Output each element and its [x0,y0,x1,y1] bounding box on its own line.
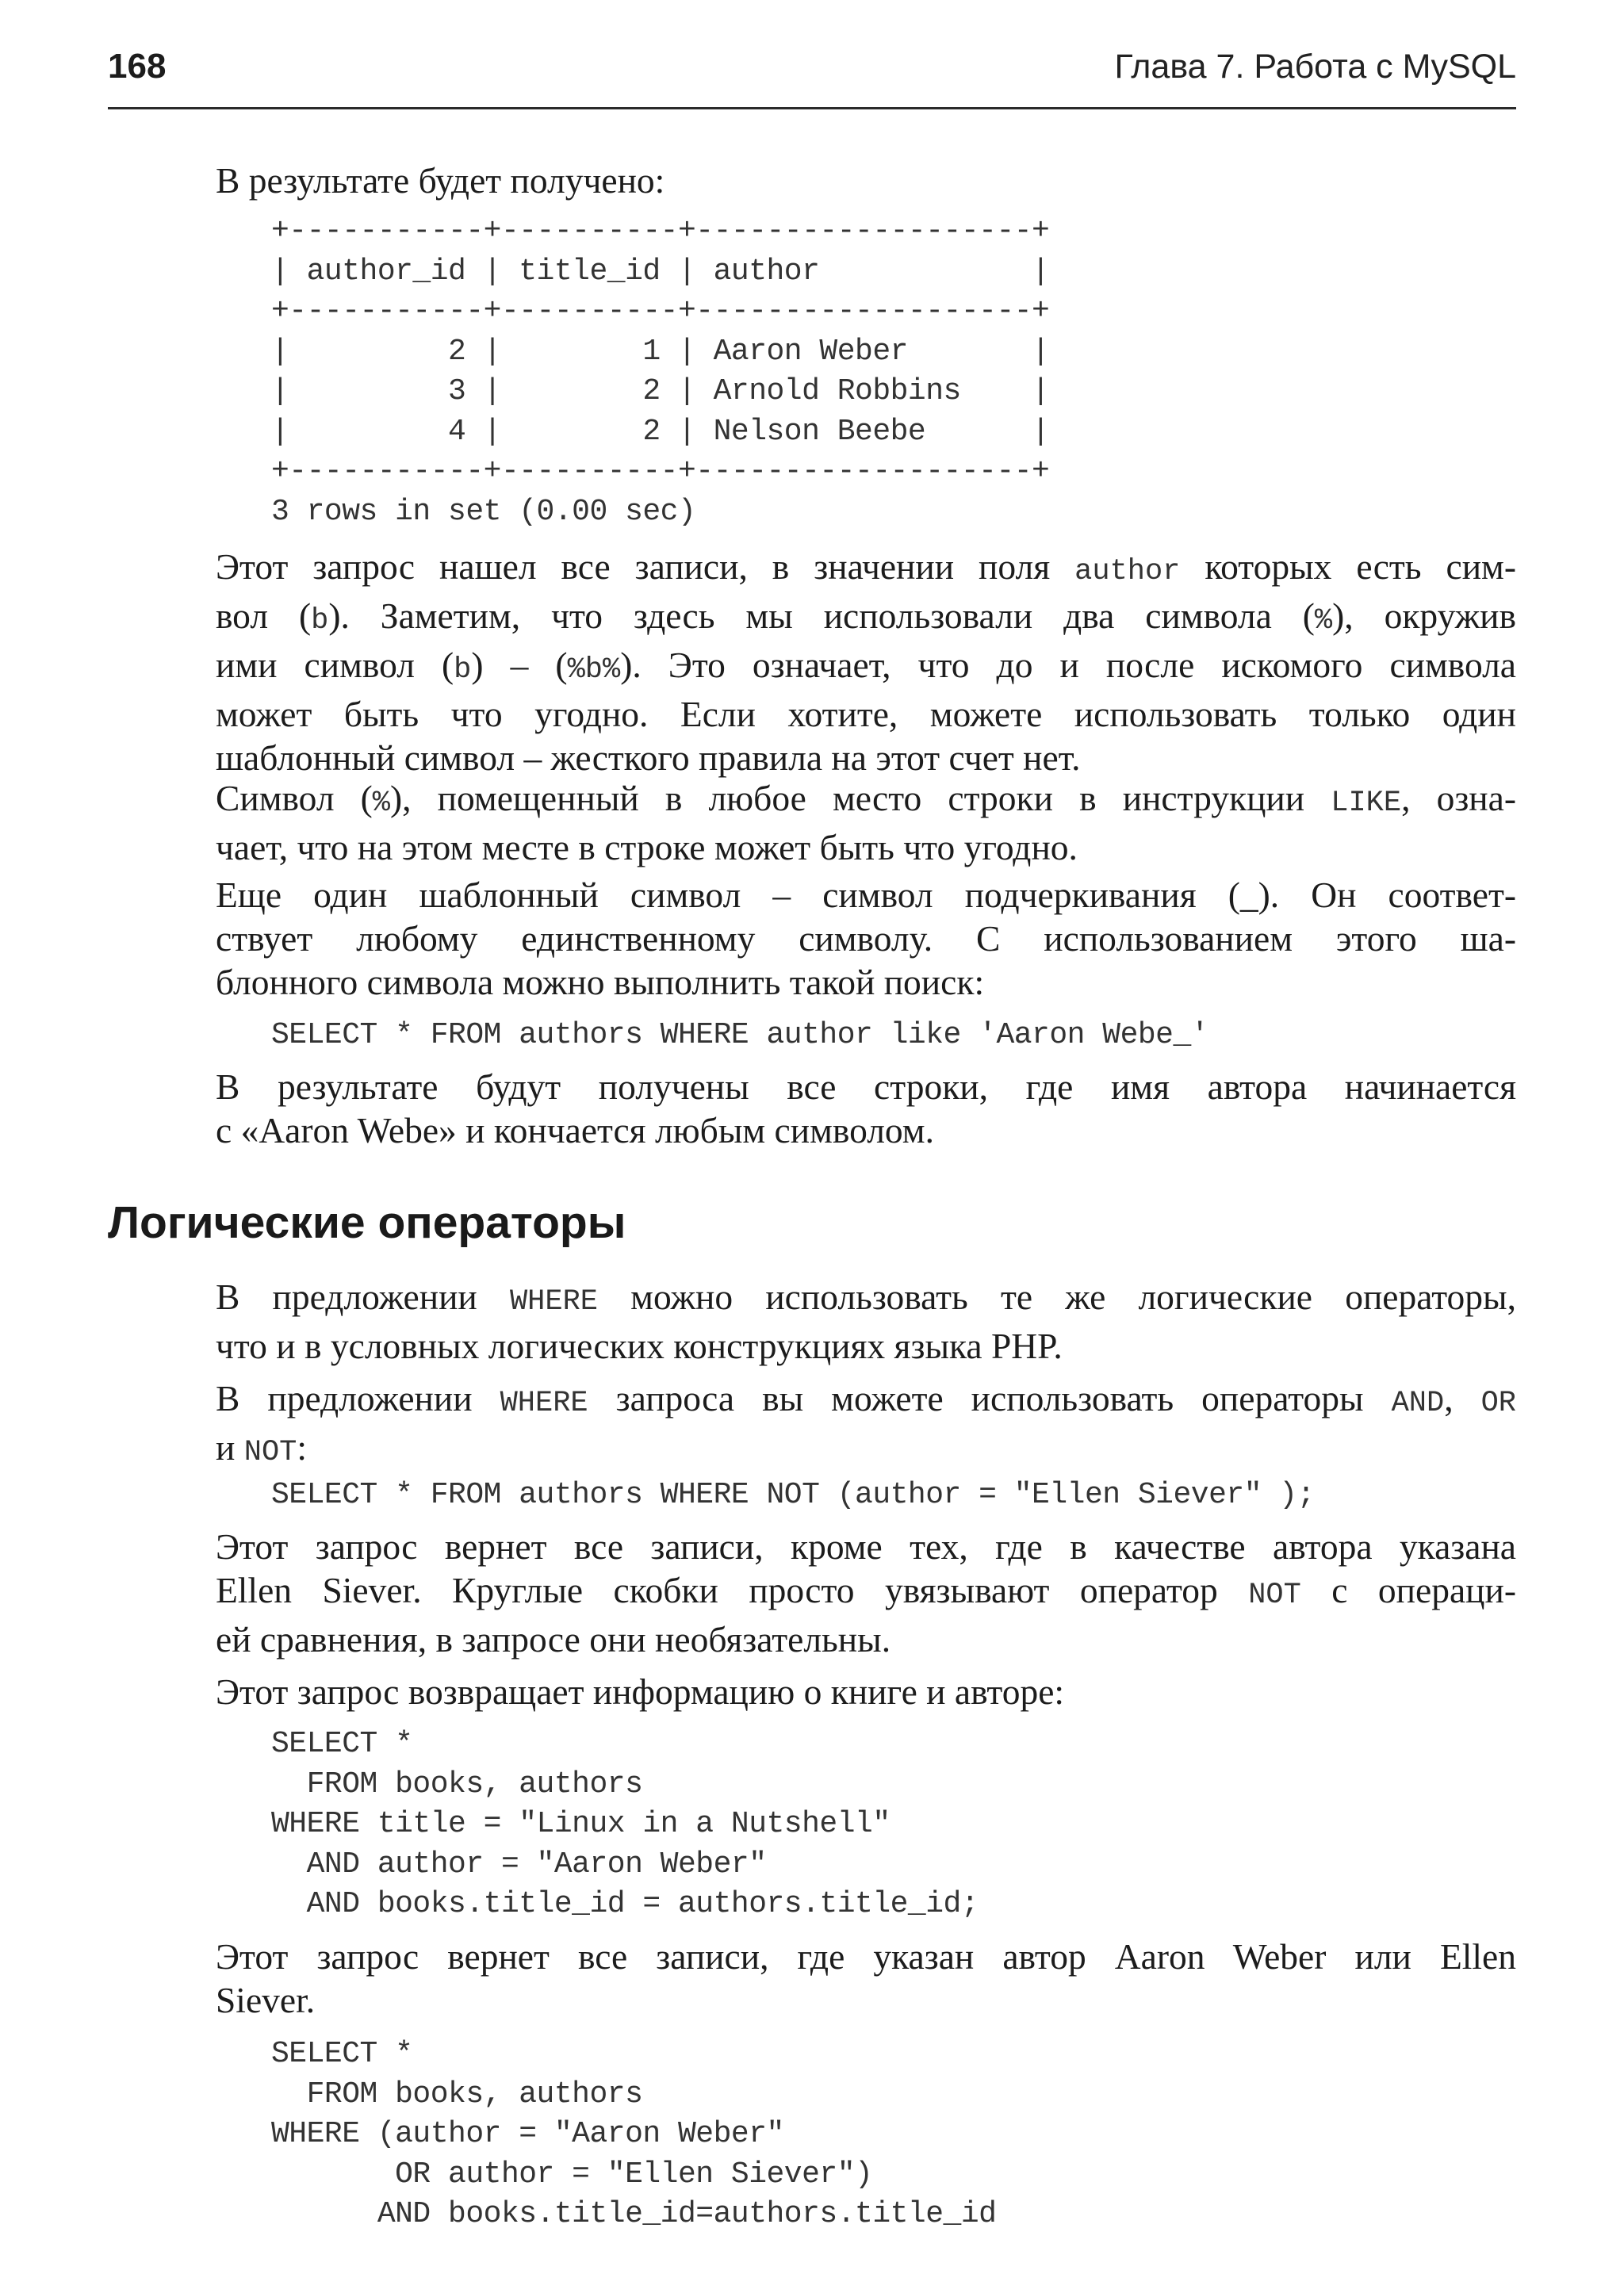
percent-symbol-paragraph [216,776,1516,869]
inline-code: b [454,653,472,687]
text-line: Этот запрос вернет все записи, где указан автор Aaron Weber или Ellen [216,1936,1516,1977]
and-or-not-paragraph [216,1376,1516,1475]
section-heading: Логические операторы [108,1197,626,1248]
text-line: ей сравнения, в запросе они необязательны. [216,1619,891,1660]
text-line: Этот запрос нашел все записи, в значении поля author которых есть сим- [216,546,1517,588]
text-line: блонного символа можно выполнить такой поиск: [216,962,985,1002]
and-query-code: SELECT * FROM books, authors WHERE title = "Linux in a Nutshell" AND author = "Aaron Weber" AND books.title_id = authors.title_id; [271,1727,979,1921]
text-line: чает, что на этом месте в строке может быть что угодно. [216,827,1078,867]
text-line: В предложении WHERE можно использовать те же логические операторы, [216,1277,1516,1319]
text-line: с «Aaron Webe» и кончается любым символом. [216,1110,934,1150]
text-line: Этот запрос вернет все записи, кроме тех, где в качестве автора указана [216,1526,1516,1567]
text-line: вол (b). Заметим, что здесь мы использовали два символа (%), окружив [216,595,1516,637]
like-query-code: SELECT * FROM authors WHERE author like 'Aaron Webe_' [271,1018,1209,1052]
underscore-paragraph [216,873,1516,1004]
text-line: Этот запрос возвращает информацию о книге и авторе: [216,1671,1065,1712]
text-line: Ellen Siever. Круглые скобки просто увязывают оператор NOT с операци- [216,1570,1516,1612]
inline-code: LIKE [1331,787,1402,820]
inline-code: % [1314,604,1333,637]
text-line: Символ (%), помещенный в любое место строки в инструкции LIKE, озна- [216,778,1516,820]
inline-code: author [1074,555,1181,588]
text-line: Еще один шаблонный символ – символ подчеркивания (_). Он соответ- [216,875,1516,915]
where-operators-paragraph [216,1275,1516,1368]
text-line: шаблонный символ – жесткого правила на этот счет нет. [216,737,1081,778]
inline-code: NOT [1248,1579,1301,1612]
inline-code: AND [1391,1387,1445,1420]
book-author-paragraph [216,1670,1516,1713]
inline-code: %b% [567,653,621,687]
page-number: 168 [108,47,167,86]
inline-code: NOT [243,1436,297,1469]
like-result-paragraph [216,1065,1516,1152]
inline-code: OR [1480,1387,1516,1420]
like-explanation-paragraph [216,545,1516,779]
inline-code: WHERE [509,1285,598,1319]
inline-code: % [372,787,391,820]
running-head: Глава 7. Работа с MySQL [1114,48,1516,86]
not-explanation-paragraph [216,1525,1516,1661]
or-query-code: SELECT * FROM books, authors WHERE (author = "Aaron Weber" OR author = "Ellen Siever") AND books.title_id=authors.title_id [271,2037,997,2231]
text-line: что и в условных логических конструкциях языка PHP. [216,1326,1063,1366]
or-explanation-paragraph [216,1935,1516,2022]
inline-code: WHERE [500,1387,588,1420]
text-line: ствует любому единственному символу. С использованием этого ша- [216,918,1516,959]
inline-code: b [311,604,329,637]
result-table-code: +-----------+----------+-------------------+ | author_id | title_id | author | +-----------+----------+-------------------+ | 2 | 1 | Aaron Weber | | 3 | 2 | Arnold Robbins | | 4 | 2 | Nelson Beebe | +-----------+----------+-------------------+ 3 rows in set (0.00 sec) [271,214,1050,529]
text-line: может быть что угодно. Если хотите, можете использовать только один [216,694,1516,734]
text-line: В предложении WHERE запроса вы можете использовать операторы AND, OR [216,1378,1516,1420]
text-line: В результате будут получены все строки, где имя автора начинается [216,1066,1516,1107]
not-query-code: SELECT * FROM authors WHERE NOT (author = "Ellen Siever" ); [271,1478,1315,1512]
text-line: и NOT: [216,1427,308,1469]
result-intro-paragraph [216,159,1516,202]
text-line: ими символ (b) – (%b%). Это означает, что до и после искомого символа [216,645,1517,687]
text-line: Siever. [216,1980,316,2020]
header-rule [108,107,1516,109]
text-line: В результате будет получено: [216,160,665,201]
